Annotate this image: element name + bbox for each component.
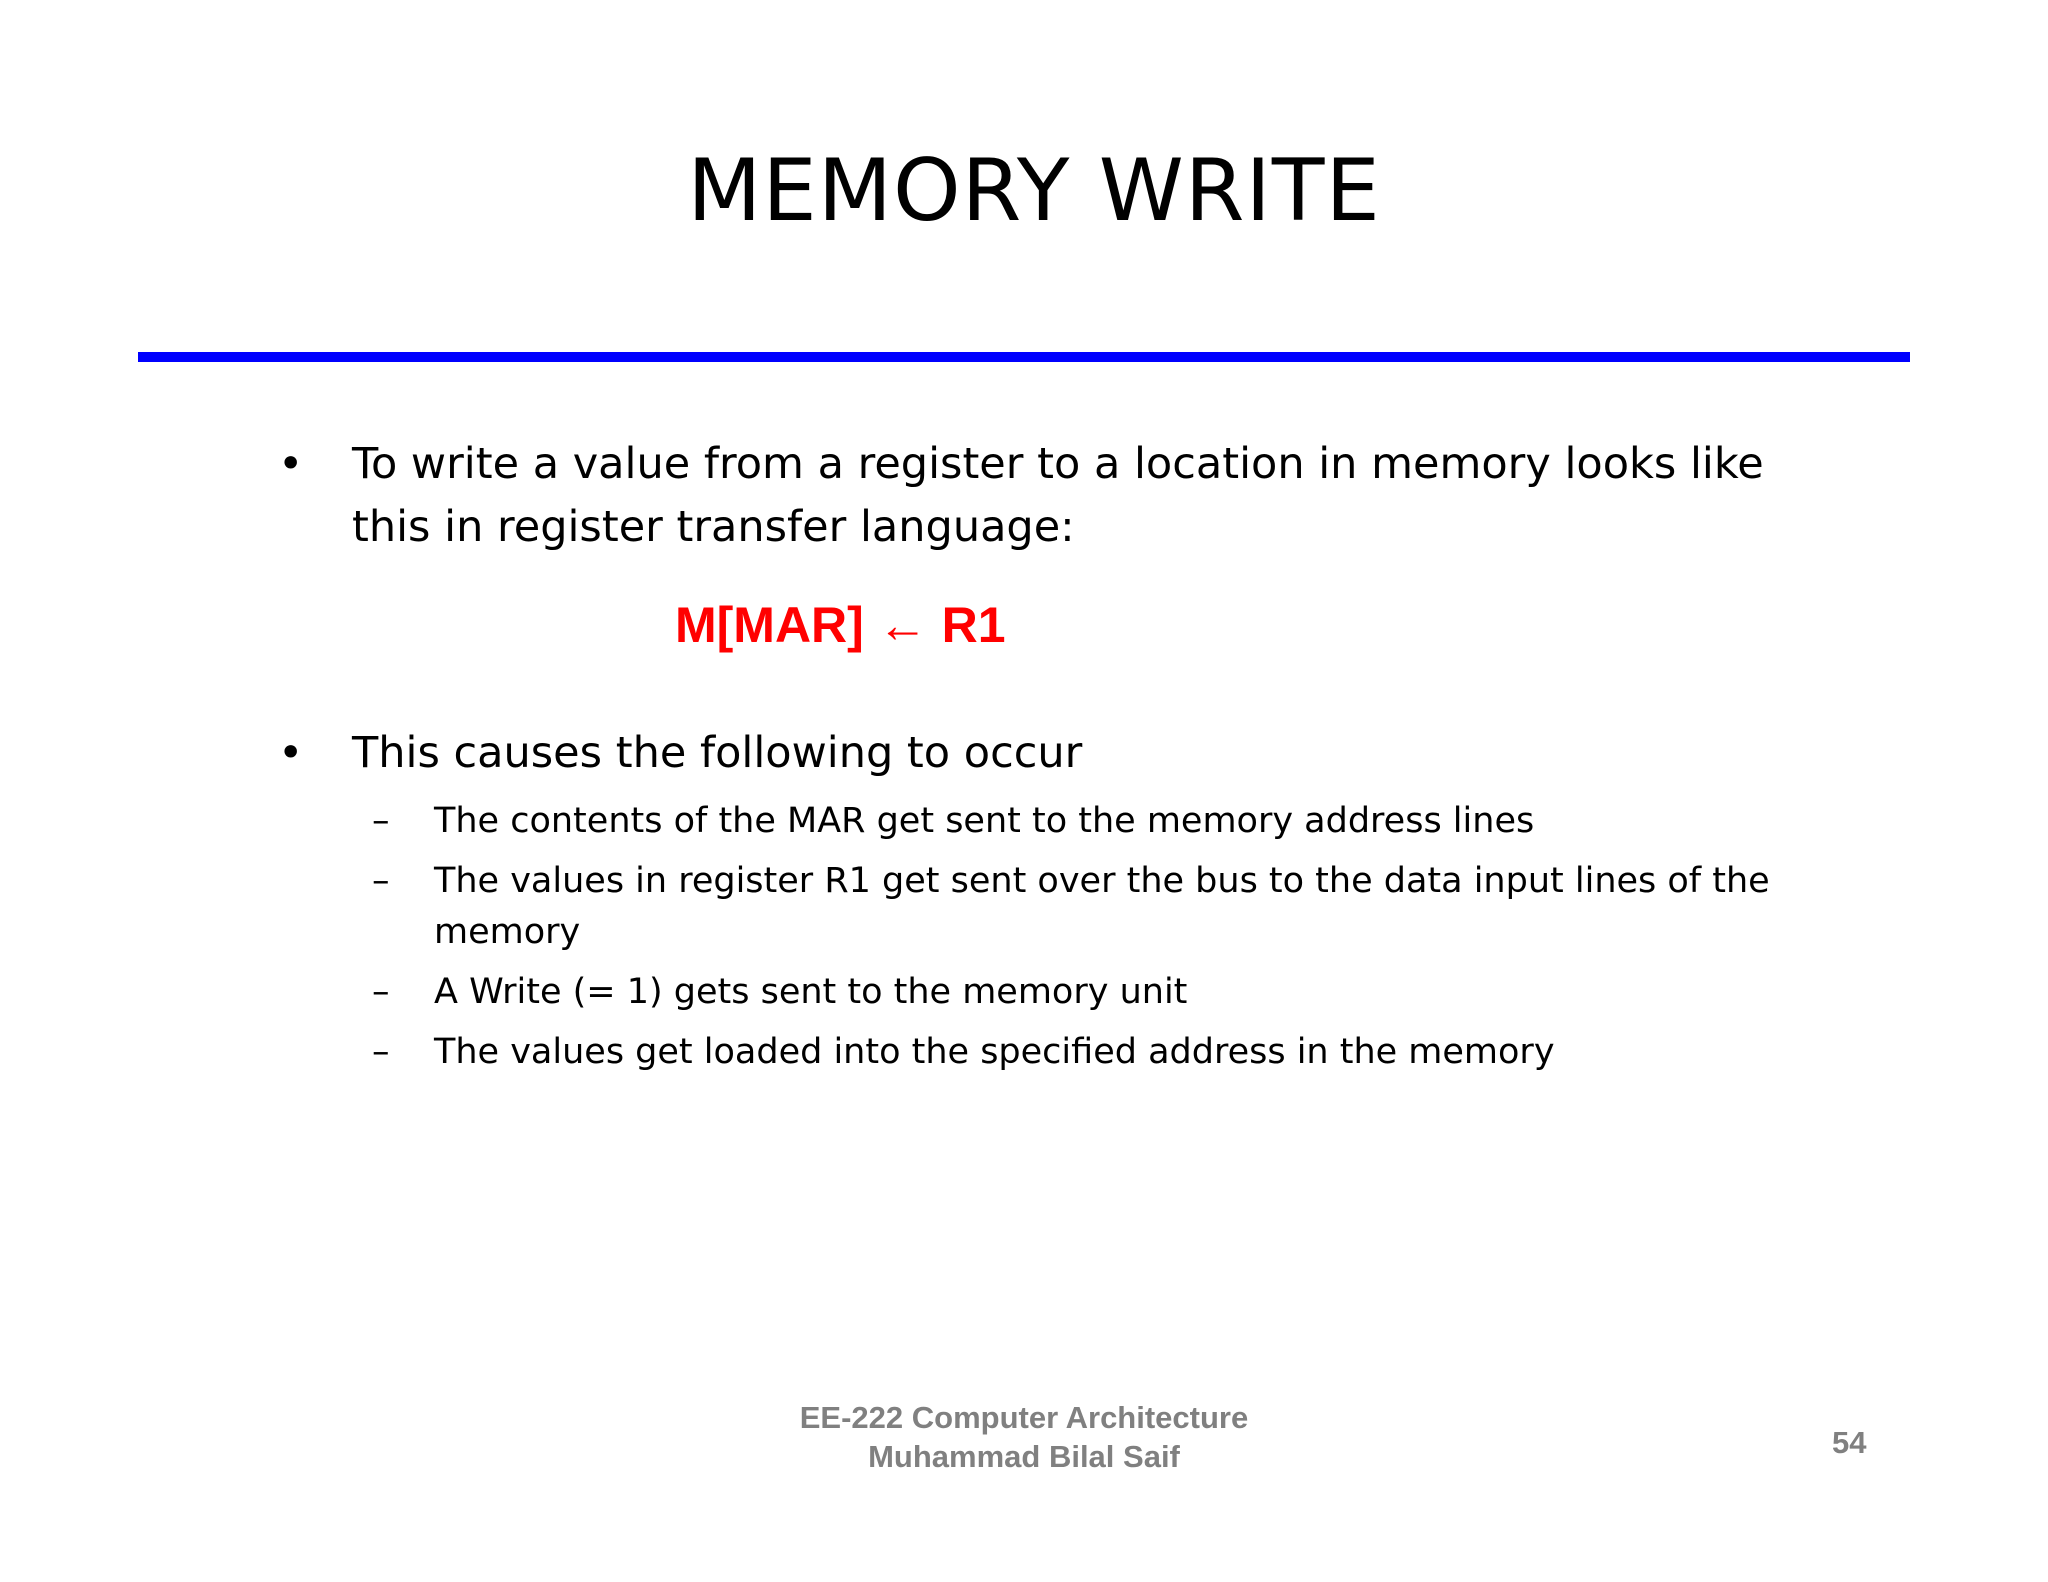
slide-footer [0,1398,2048,1476]
sub-item-marker: – [372,801,390,841]
sub-item-marker: – [372,972,390,1012]
sub-item-text: The values in register R1 get sent over the bus to the data input lines of the memory [434,861,1770,952]
footer-course: EE-222 Computer Architecture [799,1400,1249,1435]
slide-title: MEMORY WRITE [687,141,1381,241]
rtl-equation: M[MAR] ← R1 [675,597,1006,653]
footer-author: Muhammad Bilal Saif [868,1439,1180,1474]
page-number: 54 [1832,1425,1867,1460]
sub-item-marker: – [372,861,390,901]
sub-item-text: A Write (= 1) gets sent to the memory unit [434,972,1188,1012]
sub-item-marker: – [372,1032,390,1072]
bullet-text: This causes the following to occur [352,728,1083,778]
bullet-marker: • [278,728,304,778]
sub-item-text: The values get loaded into the specified address in the memory [434,1032,1555,1072]
bullet-text: To write a value from a register to a location in memory looks like this in register transfer language: [352,439,1764,552]
title-divider [138,352,1910,362]
bullet-marker: • [278,439,304,489]
sub-item-text: The contents of the MAR get sent to the memory address lines [434,801,1535,841]
